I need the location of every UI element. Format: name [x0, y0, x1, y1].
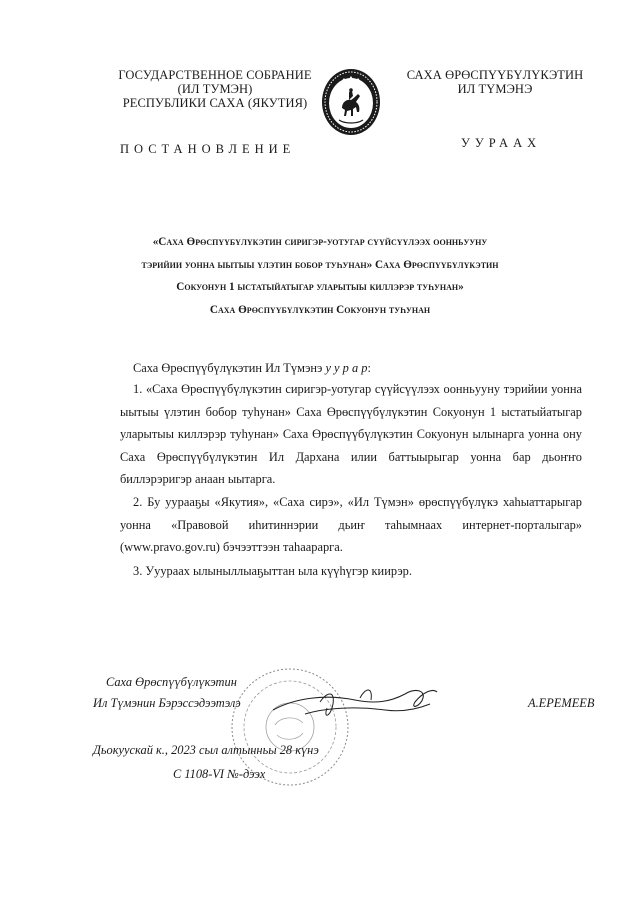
signature-place-date: Дьокуускай к., 2023 сыл алтынньы 28 күнэ	[93, 743, 319, 757]
title-line4: Саха Өрөспүүбүлүкэтин Сокуонун туһунан	[209, 303, 431, 316]
title-line3: Сокуонун 1 ыстатыйатыгар уларытыы киллэрэр туһунан»	[176, 281, 464, 293]
signature-name: А.ЕРЕМЕЕВ	[528, 696, 595, 710]
header-left-line2: (ИЛ ТУМЭН)	[177, 82, 253, 96]
body-item-1-text: 1. «Саха Өрөспүүбүлүкэтин сиригэр-уотугар сүүйсүүлээх оонньууну тэрийии уонна ыытыы үлэтин бобор туһунан» Саха Өрөспүүбүлүкэтин Сокуонун 1 ыстатыйатыгар уларытыы киллэрэр туһунан» Саха Өрөспүүбүлүкэтин Сокуонун ылынарга уонна ону Саха Өрөспүүбүлүкэтин Ил Дархана илии баттыырыгар уонна бар дьоҥҥо биллэрэригэр анаан ыытарга.	[120, 382, 582, 487]
body-item-3	[120, 560, 582, 583]
emblem-icon	[320, 66, 382, 138]
signature-position-line2: Ил Түмэнин Бэрэссэдээтэлэ	[93, 696, 241, 710]
signature-number: С 1108-VI №-дээх	[173, 767, 266, 781]
title-line2: тэрийии уонна ыытыы үлэтин бобор туһунан» Саха Өрөспүүбүлүкэтин	[141, 258, 499, 271]
doc-type-right: УУРААХ	[461, 136, 542, 150]
header-left-block	[100, 68, 330, 110]
title-line1: «Саха Өрөспүүбүлүкэтин сиригэр-уотугар сүүйсүүлээх оонньууну	[152, 236, 488, 248]
intro-line	[133, 361, 371, 376]
body-item-3-text: 3. Ууураах ылыныллыаҕыттан ыла күүһүгэр киирэр.	[133, 564, 412, 578]
intro-prefix: Саха Өрөспүүбүлүкэтин Ил Түмэнэ	[133, 361, 323, 375]
header-right-line1: САХА ӨРӨСПҮҮБҮЛҮКЭТИН	[406, 68, 584, 82]
document-title	[80, 231, 560, 321]
header-left-line3: РЕСПУБЛИКИ САХА (ЯКУТИЯ)	[122, 96, 308, 110]
header-left-line1: ГОСУДАРСТВЕННОЕ СОБРАНИЕ	[118, 68, 312, 82]
handwritten-signature-icon	[265, 680, 445, 730]
header-right-block	[395, 68, 595, 96]
body-item-2	[120, 491, 582, 559]
body-item-2-text: 2. Бу уурааҕы «Якутия», «Саха сирэ», «Ил Түмэн» өрөспүүбүлүкэ хаһыаттарыгар уонна «Правовой иһитиннэрии дьиҥ таһымнаах интернет-порталыгар» (www.pravo.gov.ru) бэчээттээн таһаарарга.	[120, 495, 582, 555]
body-item-1	[120, 378, 582, 491]
signature-position-line1: Саха Өрөспүүбүлүкэтин	[106, 675, 237, 689]
intro-suffix: :	[367, 361, 371, 375]
intro-verb: у у р а р	[325, 361, 368, 375]
doc-type-left: ПОСТАНОВЛЕНИЕ	[120, 142, 296, 156]
header-right-line2: ИЛ ТҮМЭНЭ	[457, 82, 533, 96]
